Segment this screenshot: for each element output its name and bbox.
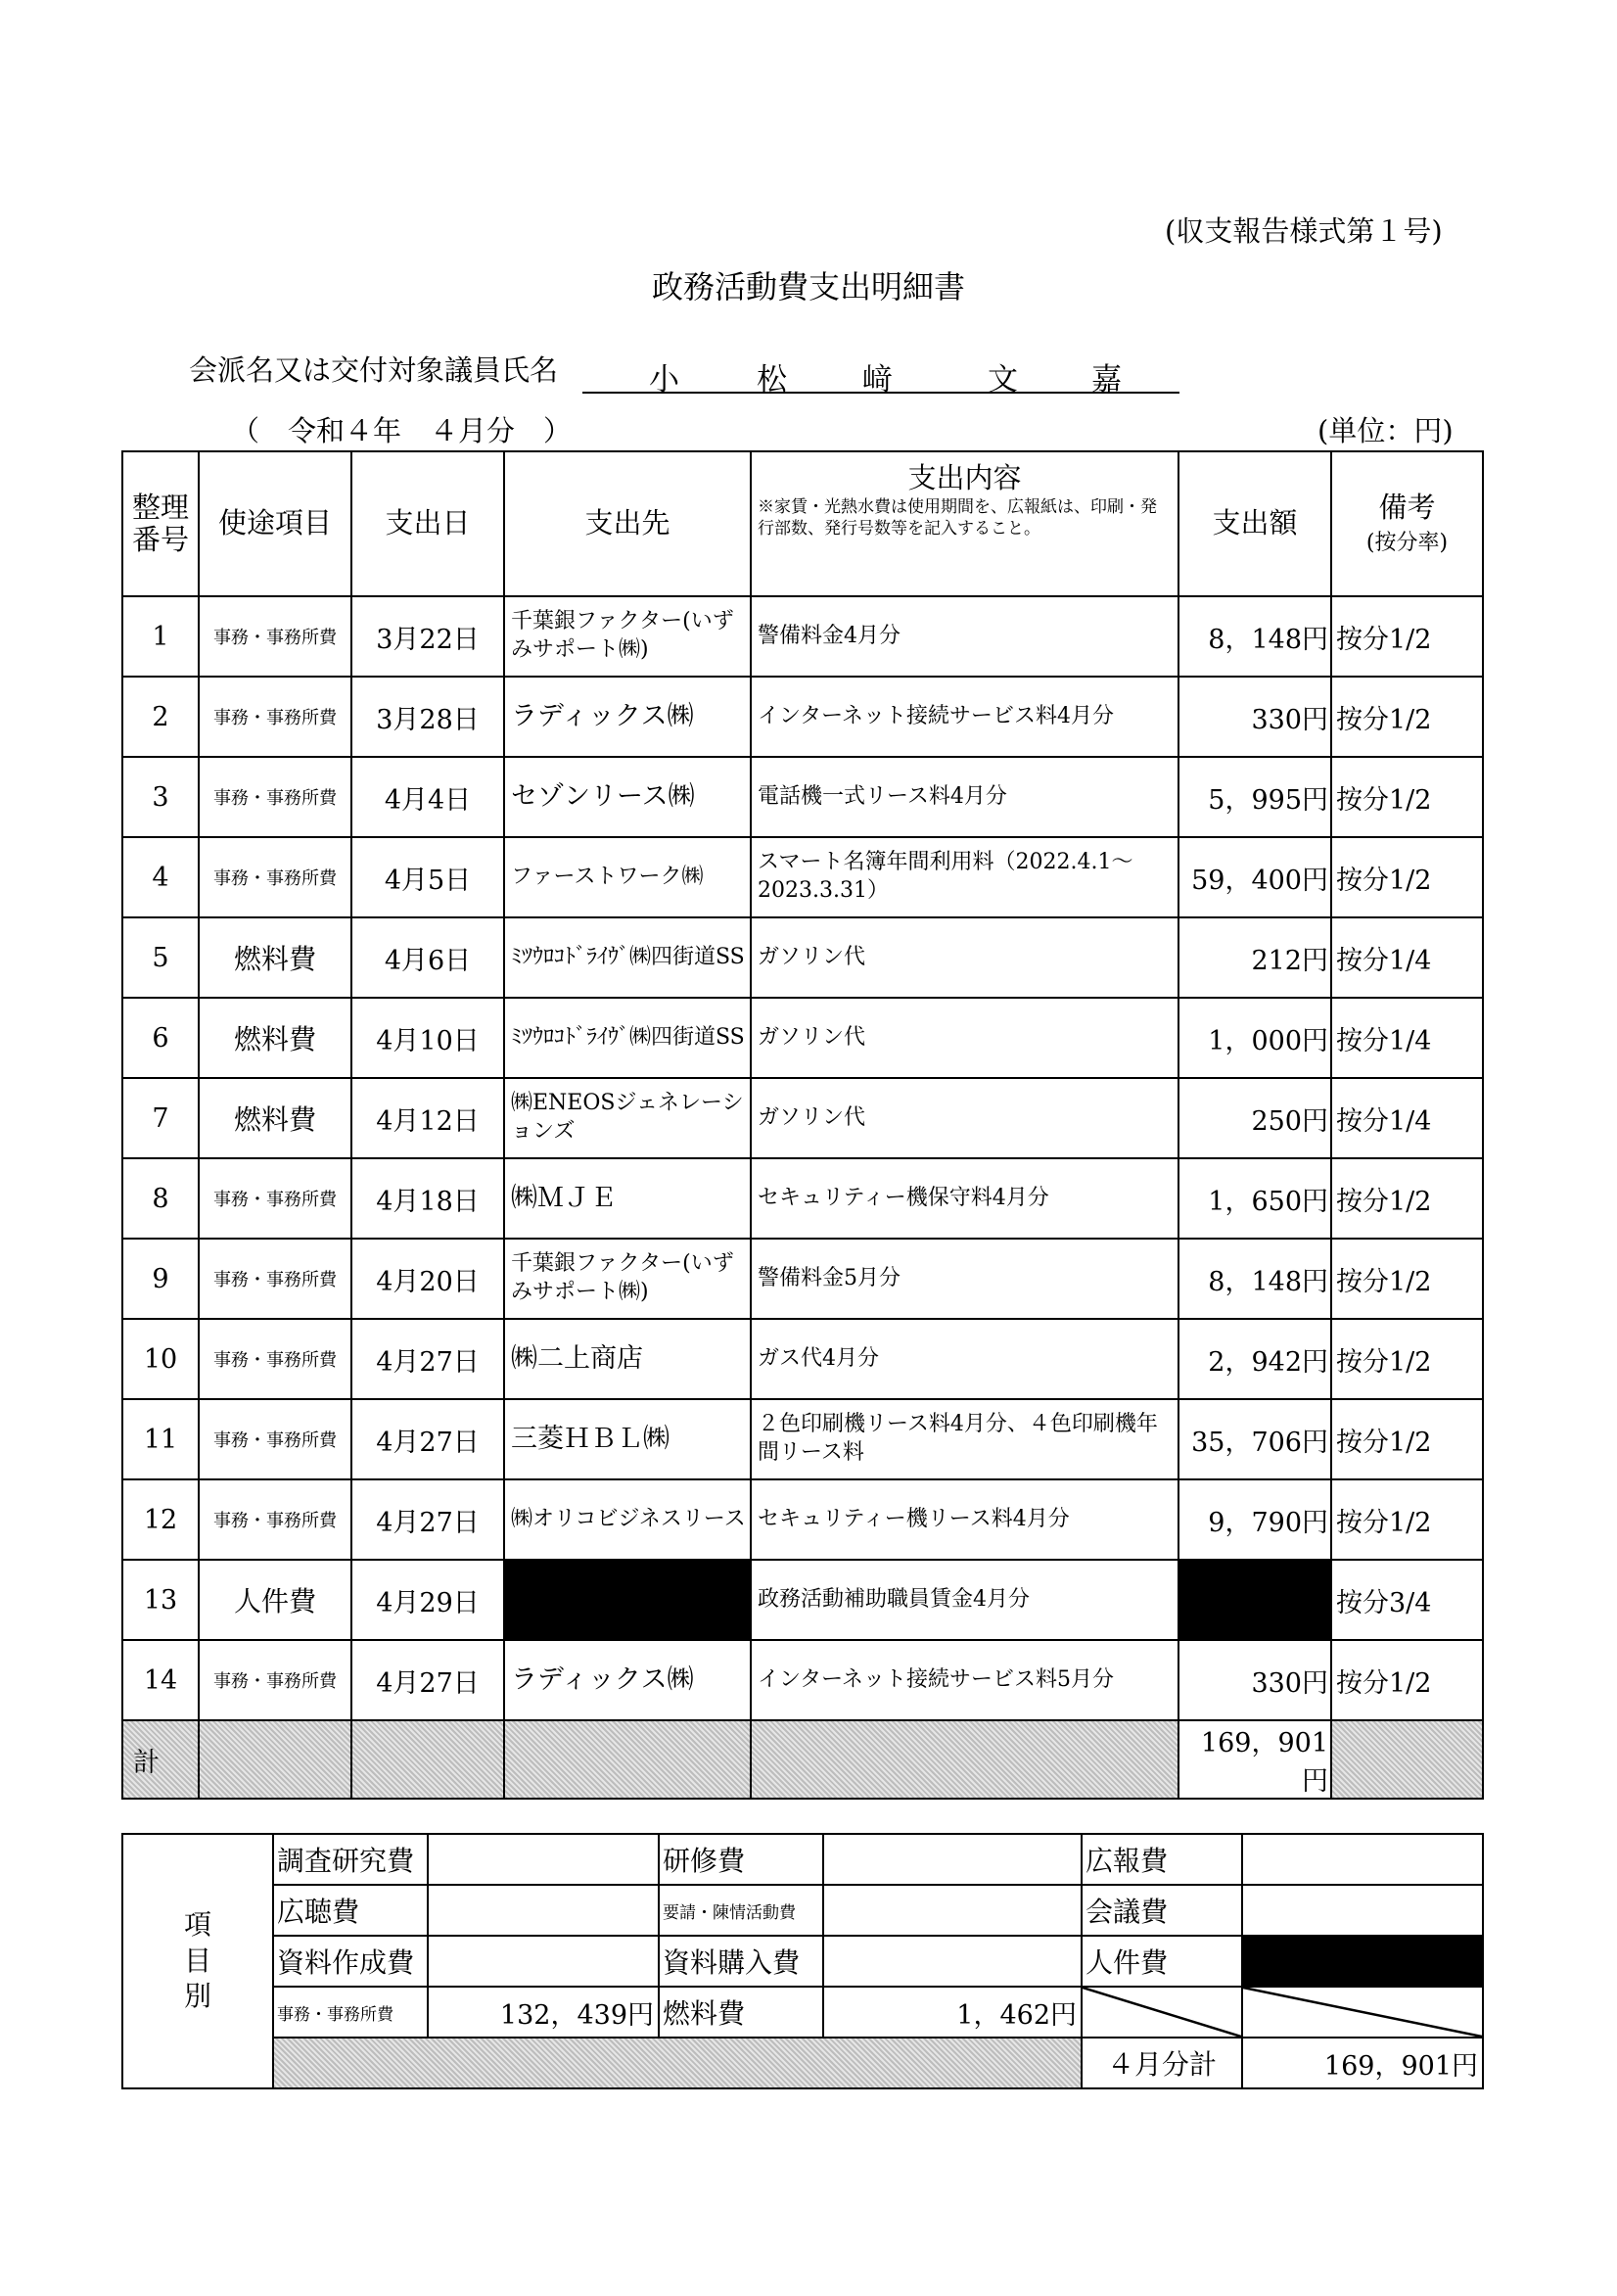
office-label: 事務・事務所費 [273,1987,428,2038]
table-header-row [122,451,1483,596]
summary-row [122,1987,1483,2038]
hearing-label: 広聴費 [273,1885,428,1936]
meeting-value [1242,1885,1483,1936]
row-content: セキュリティー機保守料4月分 [751,1158,1178,1239]
name-label: 会派名又は交付対象議員氏名 [189,353,559,387]
table-row [122,1319,1483,1399]
row-payee: ファーストワーク㈱ [504,837,751,917]
row-date: 3月28日 [351,677,504,757]
row-date: 4月6日 [351,917,504,998]
row-content: セキュリティー機リース料4月分 [751,1479,1178,1560]
summary-side-label [122,1834,273,2088]
row-date: 4月20日 [351,1239,504,1319]
row-amount: 1，650円 [1178,1158,1331,1239]
row-amount: 8，148円 [1178,596,1331,677]
total-blank [751,1720,1178,1799]
member-name-char: 松 [757,362,787,398]
row-amount: 250円 [1178,1078,1331,1158]
row-no: 6 [122,998,199,1078]
total-blank [1331,1720,1483,1799]
header-remarks [1331,451,1483,596]
row-no: 4 [122,837,199,917]
petition-label: 要請・陳情活動費 [659,1885,823,1936]
row-remarks: 按分1/2 [1331,1640,1483,1720]
row-date: 4月4日 [351,757,504,837]
hearing-value [428,1885,659,1936]
row-remarks: 按分1/2 [1331,1319,1483,1399]
total-row [122,1720,1483,1799]
row-content: インターネット接続サービス料4月分 [751,677,1178,757]
row-no: 5 [122,917,199,998]
row-remarks: 按分1/2 [1331,677,1483,757]
unit-label: (単位：円) [1317,414,1454,447]
total-blank [351,1720,504,1799]
fuel-label: 燃料費 [659,1987,823,2038]
table-row [122,1158,1483,1239]
row-no: 2 [122,677,199,757]
pr-value [1242,1834,1483,1885]
row-content: ２色印刷機リース料4月分、４色印刷機年間リース料 [751,1399,1178,1479]
side-char: 項 [183,1908,211,1942]
table-row [122,998,1483,1078]
materials-creation-label: 資料作成費 [273,1936,428,1987]
meeting-label: 会議費 [1082,1885,1242,1936]
header-remarks-label: 備考 [1378,490,1436,524]
row-date: 4月27日 [351,1399,504,1479]
header-category: 使途項目 [199,451,351,596]
row-no: 10 [122,1319,199,1399]
row-date: 4月29日 [351,1560,504,1640]
row-amount: 9，790円 [1178,1479,1331,1560]
row-remarks: 按分1/2 [1331,837,1483,917]
document-title: 政務活動費支出明細書 [651,268,965,305]
row-no: 1 [122,596,199,677]
row-no: 14 [122,1640,199,1720]
row-remarks: 按分1/2 [1331,596,1483,677]
row-date: 4月5日 [351,837,504,917]
table-row [122,596,1483,677]
summary-row [122,1885,1483,1936]
total-label: 計 [122,1720,199,1799]
total-amount: 169，901円 [1178,1720,1331,1799]
header-content-label: 支出内容 [907,461,1022,494]
row-category: 事務・事務所費 [199,677,351,757]
month-total-label: ４月分計 [1082,2038,1242,2088]
row-date: 4月27日 [351,1640,504,1720]
row-amount: 8，148円 [1178,1239,1331,1319]
table-row [122,1239,1483,1319]
row-amount: 212円 [1178,917,1331,998]
row-content: インターネット接続サービス料5月分 [751,1640,1178,1720]
row-amount: 1，000円 [1178,998,1331,1078]
member-name-char: 﨑 [862,362,893,398]
row-content: ガス代4月分 [751,1319,1178,1399]
row-category: 事務・事務所費 [199,1239,351,1319]
row-content: 警備料金5月分 [751,1239,1178,1319]
materials-creation-value [428,1936,659,1987]
row-amount: 5，995円 [1178,757,1331,837]
summary-row [122,1834,1483,1885]
row-no: 9 [122,1239,199,1319]
research-value [428,1834,659,1885]
table-row [122,1078,1483,1158]
row-remarks: 按分1/4 [1331,1078,1483,1158]
total-blank [199,1720,351,1799]
row-category: 事務・事務所費 [199,596,351,677]
table-row [122,837,1483,917]
row-payee [504,1560,751,1640]
member-name [582,354,1179,398]
fuel-amount: 1，462円 [823,1987,1082,2038]
summary-total-row [122,2038,1483,2088]
office-amount: 132，439円 [428,1987,659,2038]
row-no: 11 [122,1399,199,1479]
header-payee: 支出先 [504,451,751,596]
row-payee: ﾐﾂｳﾛｺﾄﾞﾗｲｳﾞ㈱四街道SS [504,998,751,1078]
row-remarks: 按分1/4 [1331,998,1483,1078]
row-date: 4月27日 [351,1479,504,1560]
row-remarks: 按分3/4 [1331,1560,1483,1640]
row-content: ガソリン代 [751,1078,1178,1158]
row-payee: ラディックス㈱ [504,1640,751,1720]
row-no: 8 [122,1158,199,1239]
row-no: 3 [122,757,199,837]
row-category: 事務・事務所費 [199,1158,351,1239]
row-amount: 330円 [1178,677,1331,757]
petition-value [823,1885,1082,1936]
row-content: 電話機一式リース料4月分 [751,757,1178,837]
row-payee: ㈱ＭＪＥ [504,1158,751,1239]
row-payee: ㈱二上商店 [504,1319,751,1399]
row-remarks: 按分1/4 [1331,917,1483,998]
row-payee: 千葉銀ファクター(いずみサポート㈱) [504,1239,751,1319]
month-total: 169，901円 [1242,2038,1483,2088]
materials-purchase-value [823,1936,1082,1987]
header-date: 支出日 [351,451,504,596]
row-content: ガソリン代 [751,998,1178,1078]
member-name-char: 嘉 [1091,362,1122,398]
table-row [122,1560,1483,1640]
row-no: 12 [122,1479,199,1560]
row-date: 4月27日 [351,1319,504,1399]
row-amount: 330円 [1178,1640,1331,1720]
header-content [751,451,1178,596]
row-category: 人件費 [199,1560,351,1640]
diagonal-blank [1082,1987,1242,2038]
row-category: 事務・事務所費 [199,837,351,917]
expense-table [121,450,1484,1800]
row-remarks: 按分1/2 [1331,1479,1483,1560]
header-amount: 支出額 [1178,451,1331,596]
row-content: ガソリン代 [751,917,1178,998]
header-content-note: ※家賃・光熱水費は使用期間を、広報紙は、印刷・発行部数、発行号数等を記入すること。 [758,497,1157,539]
row-payee: ﾐﾂｳﾛｺﾄﾞﾗｲｳﾞ㈱四街道SS [504,917,751,998]
row-date: 4月10日 [351,998,504,1078]
row-no: 7 [122,1078,199,1158]
row-amount: 35，706円 [1178,1399,1331,1479]
member-name-char: 小 [649,362,679,398]
row-category: 事務・事務所費 [199,1640,351,1720]
row-payee: 千葉銀ファクター(いずみサポート㈱) [504,596,751,677]
training-label: 研修費 [659,1834,823,1885]
pr-label: 広報費 [1082,1834,1242,1885]
training-value [823,1834,1082,1885]
row-remarks: 按分1/2 [1331,1158,1483,1239]
row-category: 燃料費 [199,1078,351,1158]
row-category: 事務・事務所費 [199,757,351,837]
personnel-label: 人件費 [1082,1936,1242,1987]
row-content: 政務活動補助職員賃金4月分 [751,1560,1178,1640]
table-row [122,1479,1483,1560]
row-category: 燃料費 [199,917,351,998]
table-row [122,917,1483,998]
side-char: 目 [183,1944,211,1977]
side-char: 別 [183,1980,211,2013]
header-remarks-sub: (按分率) [1365,531,1449,555]
row-date: 4月12日 [351,1078,504,1158]
row-remarks: 按分1/2 [1331,1239,1483,1319]
personnel-value-redacted [1242,1936,1483,1987]
row-payee: ラディックス㈱ [504,677,751,757]
diagonal-blank [1242,1987,1483,2038]
table-row [122,677,1483,757]
category-summary-table [121,1833,1484,2089]
row-payee: ㈱オリコビジネスリース [504,1479,751,1560]
table-row [122,1399,1483,1479]
row-amount: 2，942円 [1178,1319,1331,1399]
row-category: 事務・事務所費 [199,1399,351,1479]
row-amount: 59，400円 [1178,837,1331,917]
header-no: 整理番号 [122,451,199,596]
row-category: 事務・事務所費 [199,1479,351,1560]
member-name-char: 文 [988,362,1018,398]
total-blank [504,1720,751,1799]
row-date: 4月18日 [351,1158,504,1239]
row-payee: セゾンリース㈱ [504,757,751,837]
summary-shaded-blank [273,2038,1082,2088]
form-number: (収支報告様式第１号) [1165,214,1443,248]
table-row [122,757,1483,837]
row-remarks: 按分1/2 [1331,1399,1483,1479]
row-payee: ㈱ENEOSジェネレーションズ [504,1078,751,1158]
research-label: 調査研究費 [273,1834,428,1885]
materials-purchase-label: 資料購入費 [659,1936,823,1987]
row-amount [1178,1560,1331,1640]
row-category: 事務・事務所費 [199,1319,351,1399]
row-content: 警備料金4月分 [751,596,1178,677]
row-remarks: 按分1/2 [1331,757,1483,837]
row-date: 3月22日 [351,596,504,677]
period: （ 令和４年 ４月分 ） [231,414,573,447]
row-content: スマート名簿年間利用料（2022.4.1～2023.3.31） [751,837,1178,917]
summary-row [122,1936,1483,1987]
row-category: 燃料費 [199,998,351,1078]
row-payee: 三菱ＨＢＬ㈱ [504,1399,751,1479]
table-row [122,1640,1483,1720]
row-no: 13 [122,1560,199,1640]
